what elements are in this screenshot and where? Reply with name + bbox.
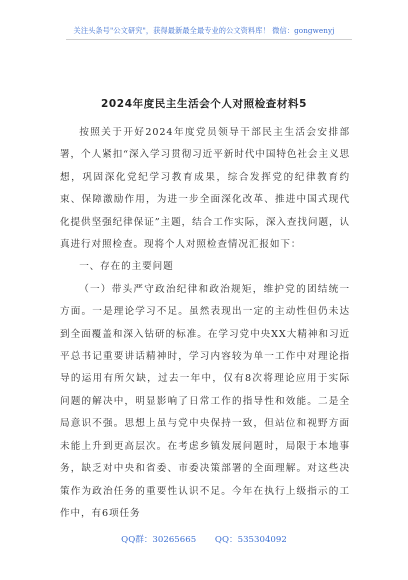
document-body xyxy=(60,122,350,525)
section-heading: 一、存在的主要问题 xyxy=(79,261,174,273)
qq-group-text: QQ群：30265665 xyxy=(121,535,197,545)
footer-contact xyxy=(0,533,408,545)
promo-header: 关注头条号"公文研究"，获得最新最全最专业的公文资料库！ 微信：gongwenyj xyxy=(73,26,335,35)
section-paragraph: （一）带头严守政治纪律和政治规矩，维护党的团结统一方面。一是理论学习不足。虽然表现出一定的主动性但仍未达到全面覆盖和深入钻研的标准。在学习党中央XX大精神和习近平总书记重要讲话精神时，学习内容较为单一工作中对理论指导的运用有所欠缺，过去一年中，仅有8次将理论应用于实际问题的解决中，明显影响了日常工作的指导性和效能。二是全局意识不强。思想上虽与党中央保持一致，但站位和视野方面未能上升到更高层次。在考虑乡镇发展问题时，局限于本地事务，缺乏对中央和省委、市委决策部署的全面理解。对这些决策作为政治任务的重要性认识不足。今年在执行上级指示的工作中，有6项任务 xyxy=(60,283,350,519)
qq-number-text: QQ：535304092 xyxy=(214,535,287,545)
header-divider xyxy=(66,39,352,40)
document-title: 2024年度民主生活会个人对照检查材料5 xyxy=(100,98,308,110)
intro-paragraph: 按照关于开好2024年度党员领导干部民主生活会安排部署，个人紧扣“深入学习贯彻习近平新时代中国特色社会主义思想，巩固深化党纪学习教育成果，综合发挥党的纪律教育约束、保障激励作用，为进一步全面深化改革、推进中国式现代化提供坚强纪律保证”主题，结合工作实际，深入查找问题，认真进行对照检查。现将个人对照检查情况汇报如下： xyxy=(60,127,350,251)
